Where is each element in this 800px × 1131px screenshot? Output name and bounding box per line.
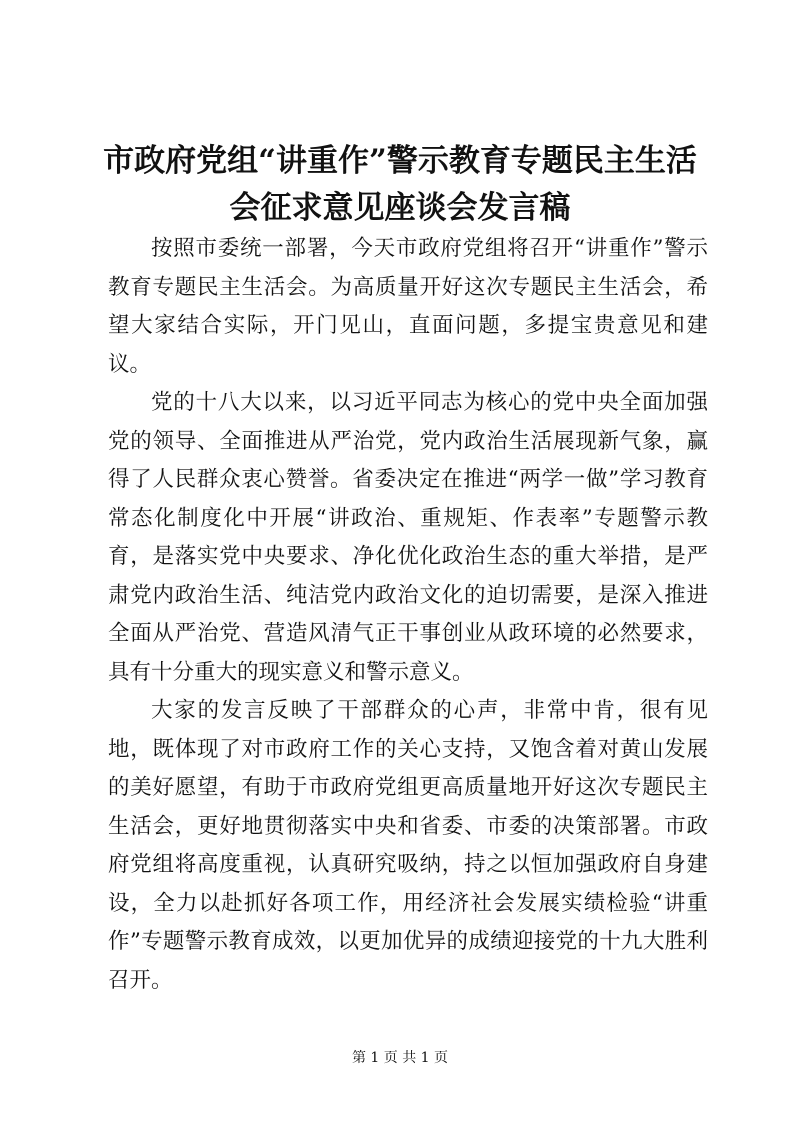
paragraph-1: 按照市委统一部署，今天市政府党组将召开“讲重作”警示教育专题民主生活会。为高质量开好这次专题民主生活会，希望大家结合实际，开门见山，直面问题，多提宝贵意见和建议。	[108, 236, 708, 377]
page-number-footer: 第 1 页 共 1 页	[351, 1050, 449, 1066]
title-line-2: 会征求意见座谈会发言稿	[229, 190, 571, 226]
title-line-1: 市政府党组“讲重作”警示教育专题民主生活	[103, 143, 697, 179]
document-title	[100, 138, 700, 232]
paragraph-3: 大家的发言反映了干部群众的心声，非常中肯，很有见地，既体现了对市政府工作的关心支持，又饱含着对黄山发展的美好愿望，有助于市政府党组更高质量地开好这次专题民主生活会，更好地贯彻落实中央和省委、市委的决策部署。市政府党组将高度重视，认真研究吸纳，持之以恒加强政府自身建设，全力以赴抓好各项工作，用经济社会发展实绩检验“讲重作”专题警示教育成效，以更加优异的成绩迎接党的十九大胜利召开。	[108, 698, 708, 993]
paragraph-2: 党的十八大以来，以习近平同志为核心的党中央全面加强党的领导、全面推进从严治党，党内政治生活展现新气象，赢得了人民群众衷心赞誉。省委决定在推进“两学一做”学习教育常态化制度化中开展“讲政治、重规矩、作表率”专题警示教育，是落实党中央要求、净化优化政治生态的重大举措，是严肃党内政治生活、纯洁党内政治文化的迫切需要，是深入推进全面从严治党、营造风清气正干事创业从政环境的必然要求，具有十分重大的现实意义和警示意义。	[108, 390, 708, 685]
document-body	[108, 230, 708, 1000]
